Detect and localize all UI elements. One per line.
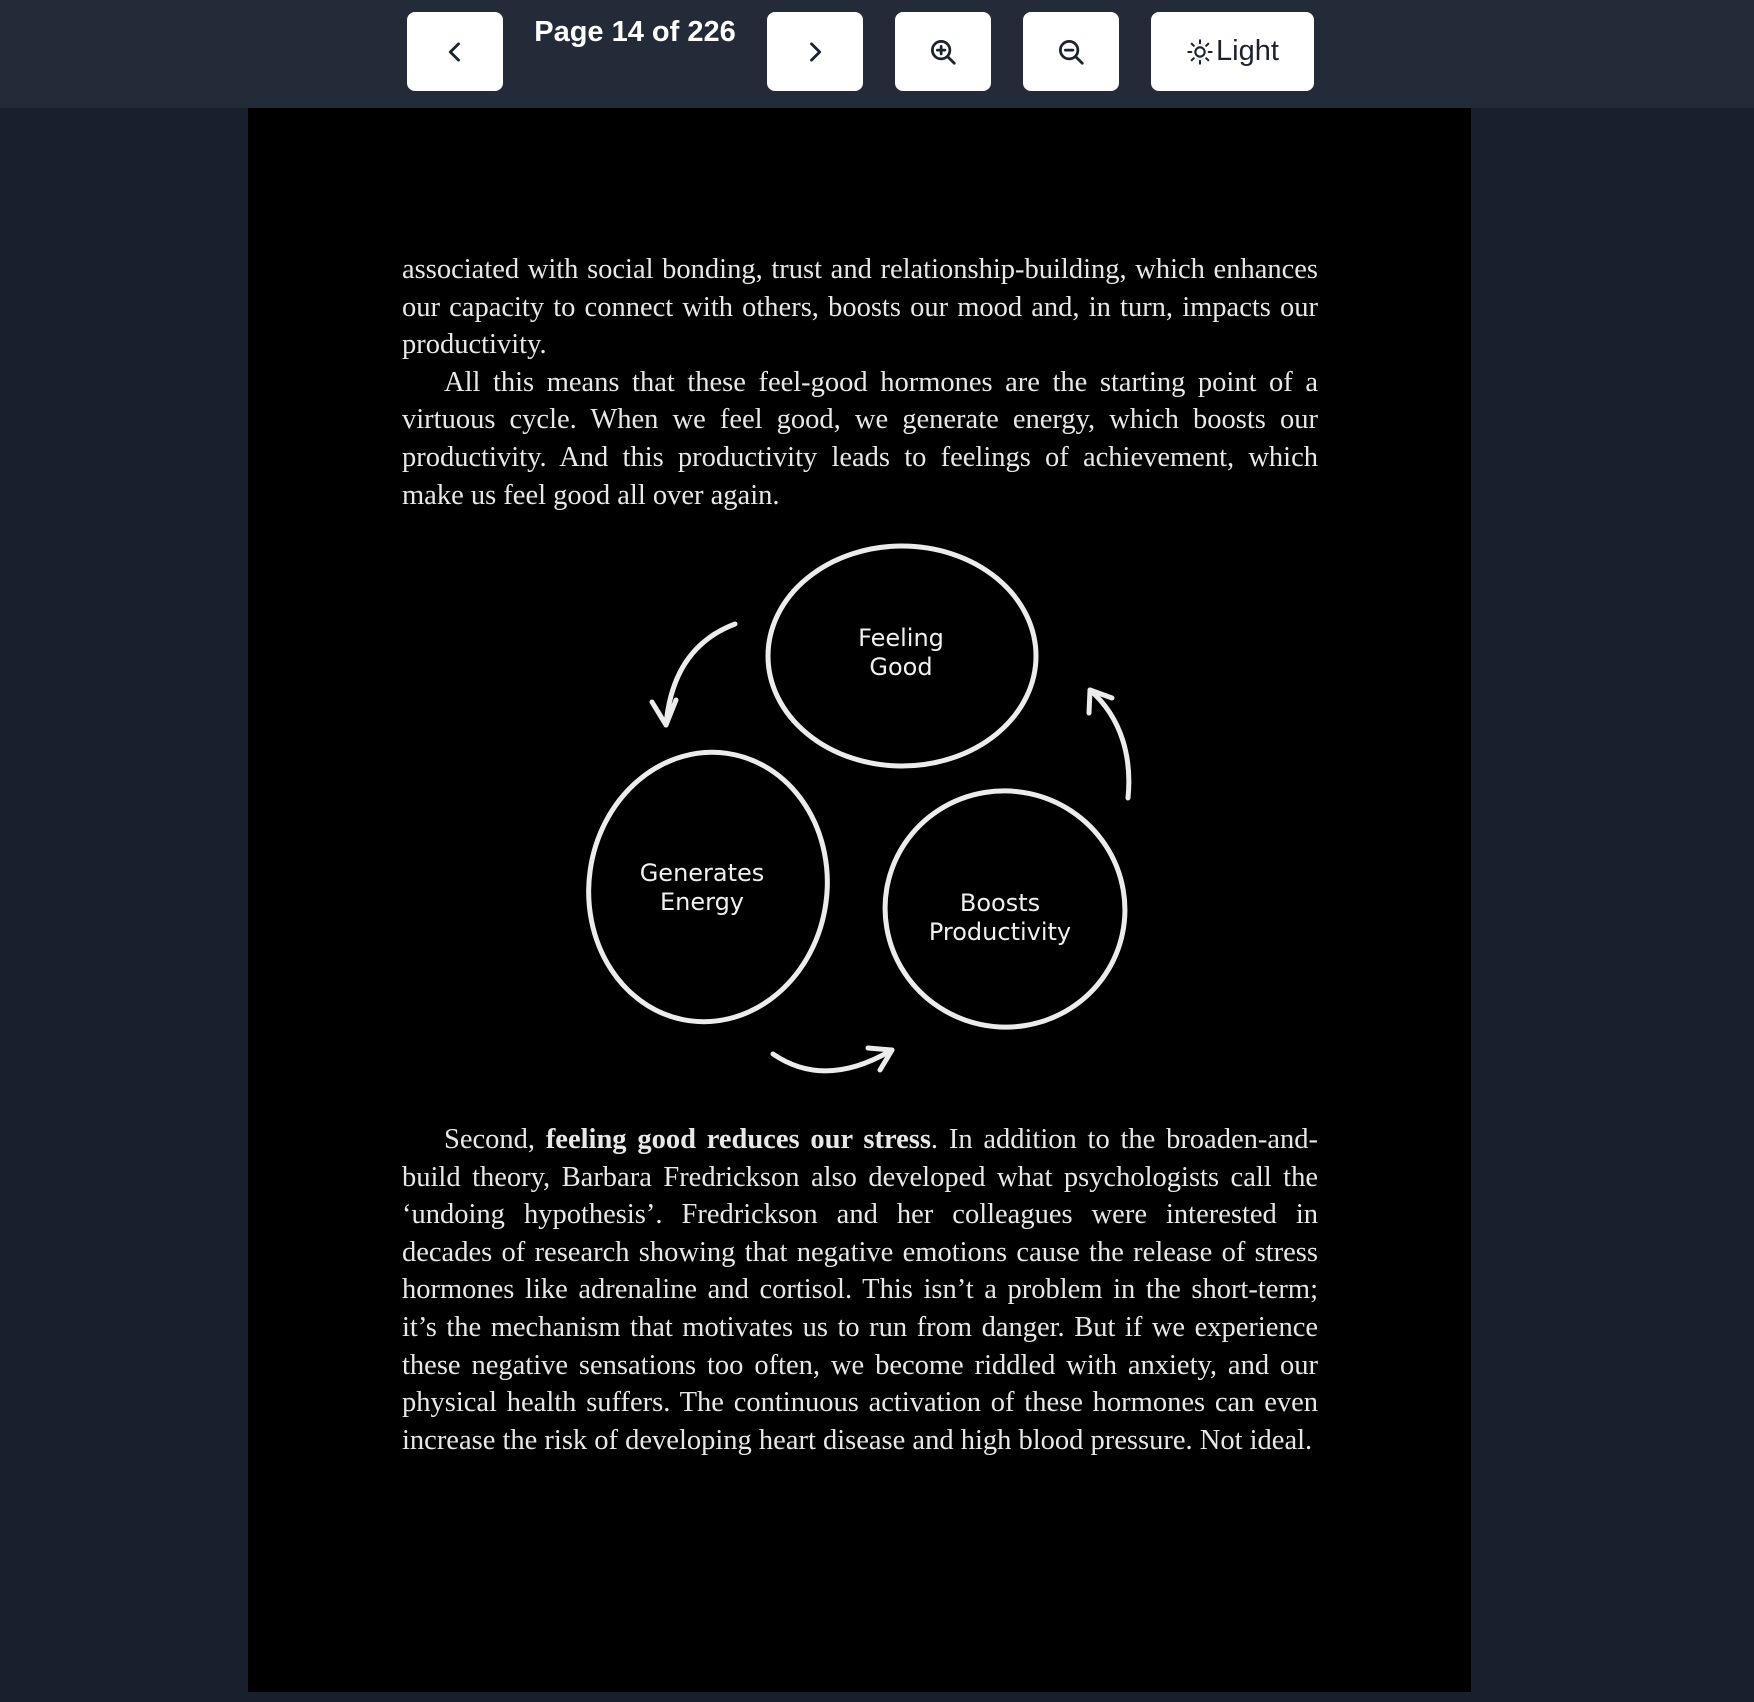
arrow-right (1089, 690, 1129, 798)
page-text-bottom (402, 1121, 1318, 1459)
arrow-top-left (652, 624, 735, 725)
next-page-button[interactable] (767, 12, 863, 91)
theme-toggle-label: Light (1216, 35, 1279, 67)
chevron-left-icon (441, 38, 469, 66)
paragraph: All this means that these feel-good hormones are the starting point of a virtuous cycle. When we feel good, we generate energy, which boosts our productivity. And this productivity leads to feelings of achievement, which make us feel good all over again. (402, 366, 1318, 511)
paragraph-rest: . In addition to the broaden-and-build theory, Barbara Fredrickson also developed what psychologists call the ‘undoing hypothesis’. Fredrickson and her colleagues were interested in decades of research showing that negative emotions cause the release of stress hormones like adrenaline and cortisol. This isn’t a problem in the short-term; it’s the mechanism that motivates us to run from danger. But if we experience these negative sensations too often, we become riddled with anxiety, and our physical health suffers. The continuous activation of these hormones can even increase the risk of developing heart disease and high blood pressure. Not ideal. (402, 1124, 1318, 1456)
boosts-productivity-label-line2: Productivity (928, 918, 1072, 946)
arrow-bottom (773, 1048, 892, 1071)
generates-energy-circle (571, 737, 844, 1037)
zoom-in-icon (928, 37, 958, 67)
document-page (248, 108, 1471, 1692)
sun-icon (1186, 38, 1214, 66)
virtuous-cycle-diagram (248, 108, 1471, 1108)
bold-phrase: feeling good reduces our stress (545, 1124, 931, 1155)
page-indicator: Page 14 of 226 (534, 16, 736, 48)
chevron-right-icon (801, 38, 829, 66)
boosts-productivity-label-line1: Boosts (959, 889, 1041, 917)
paragraph-lead: Second, (444, 1124, 546, 1155)
zoom-in-button[interactable] (895, 12, 991, 91)
reader-toolbar (0, 0, 1754, 108)
feeling-good-label-line1: Feeling (858, 624, 944, 652)
generates-energy-label-line1: Generates (639, 859, 765, 887)
generates-energy-label-line2: Energy (659, 888, 745, 916)
paragraph: associated with social bonding, trust and relationship-building, which enhances our capacity to connect with others, boosts our mood and, in turn, impacts our productivity. (402, 254, 1318, 361)
paragraph (402, 1121, 1318, 1459)
previous-page-button[interactable] (407, 12, 503, 91)
feeling-good-label-line2: Good (869, 653, 933, 681)
zoom-out-button[interactable] (1023, 12, 1119, 91)
zoom-out-icon (1056, 37, 1086, 67)
theme-toggle-button[interactable] (1151, 12, 1314, 91)
